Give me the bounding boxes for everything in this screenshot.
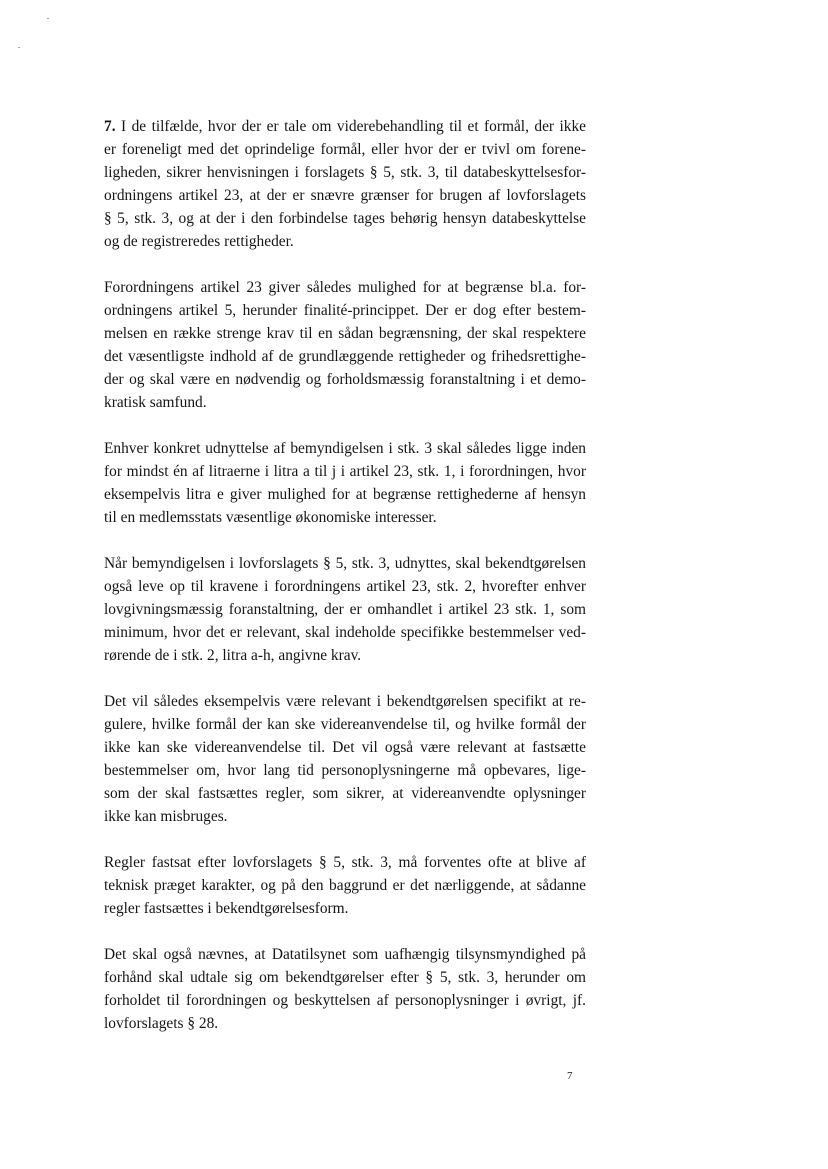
- text-line-content: kratisk samfund.: [104, 394, 207, 411]
- text-line: [104, 437, 586, 460]
- text-line-content: og de registreredes rettigheder.: [104, 233, 294, 250]
- text-line-content: melsen en række strenge krav til en sådan begrænsning, der skal respektere: [104, 325, 586, 342]
- text-line: [104, 506, 586, 529]
- text-line-content: som der skal fastsættes regler, som sikrer, at videreanvendte oplysninger: [104, 785, 586, 802]
- text-line-content: regler fastsættes i bekendtgørelsesform.: [104, 900, 349, 917]
- paragraph: [104, 851, 586, 920]
- text-line: [104, 276, 586, 299]
- text-line-content: ordningens artikel 23, at der er snævre grænser for brugen af lovforslagets: [104, 187, 586, 204]
- text-line-content: det væsentligste indhold af de grundlæggende rettigheder og frihedsrettighe-: [104, 348, 586, 365]
- text-line-content: teknisk præget karakter, og på den baggrund er det nærliggende, at sådanne: [104, 877, 586, 894]
- text-line-content: lovgivningsmæssig foranstaltning, der er omhandlet i artikel 23 stk. 1, som: [104, 601, 586, 618]
- text-line: [104, 115, 586, 138]
- text-line-content: Regler fastsat efter lovforslagets § 5, stk. 3, må forventes ofte at blive af: [104, 854, 586, 871]
- paragraph: [104, 276, 586, 414]
- text-line: [104, 713, 586, 736]
- text-line-content: ligheden, sikrer henvisningen i forslagets § 5, stk. 3, til databeskyttelsesfor-: [104, 164, 586, 181]
- paragraph: [104, 690, 586, 828]
- text-line-content: Det skal også nævnes, at Datatilsynet som uafhængig tilsynsmyndighed på: [104, 946, 586, 963]
- text-line-content: Når bemyndigelsen i lovforslagets § 5, stk. 3, udnyttes, skal bekendtgørelsen: [104, 555, 586, 572]
- text-line: [104, 552, 586, 575]
- text-line: [104, 1012, 586, 1035]
- text-line: [104, 897, 586, 920]
- document-body: [104, 115, 586, 1058]
- paragraph: [104, 115, 586, 253]
- text-line: [104, 322, 586, 345]
- text-line-content: minimum, hvor det er relevant, skal indeholde specifikke bestemmelser ved-: [104, 624, 586, 641]
- text-line: [104, 184, 586, 207]
- paragraph: [104, 552, 586, 667]
- scan-speck: [18, 47, 20, 48]
- text-line-content: ordningens artikel 5, herunder finalité-princippet. Der er dog efter bestem-: [104, 302, 586, 319]
- text-line-content: rørende de i stk. 2, litra a-h, angivne krav.: [104, 647, 362, 664]
- text-line: [104, 483, 586, 506]
- text-line: [104, 851, 586, 874]
- text-line-content: ikke kan misbruges.: [104, 808, 228, 825]
- text-line: [104, 138, 586, 161]
- text-line-content: for mindst én af litraerne i litra a til j i artikel 23, stk. 1, i forordningen, hvor: [104, 463, 586, 480]
- section-number: 7.: [104, 118, 116, 135]
- text-line-content: I de tilfælde, hvor der er tale om viderebehandling til et formål, der ikke: [115, 118, 586, 135]
- text-line: [104, 598, 586, 621]
- text-line: [104, 874, 586, 897]
- text-line: [104, 644, 586, 667]
- text-line: [104, 805, 586, 828]
- text-line: [104, 989, 586, 1012]
- text-line-content: § 5, stk. 3, og at der i den forbindelse tages behørig hensyn databeskyttelse: [104, 210, 586, 227]
- text-line-content: eksempelvis litra e giver mulighed for at begrænse rettighederne af hensyn: [104, 486, 586, 503]
- page-number: 7: [567, 1070, 573, 1082]
- text-line-content: også leve op til kravene i forordningens artikel 23, stk. 2, hvorefter enhver: [104, 578, 586, 595]
- scan-speck: [47, 18, 49, 19]
- text-line: [104, 345, 586, 368]
- text-line-content: Enhver konkret udnyttelse af bemyndigelsen i stk. 3 skal således ligge inden: [104, 440, 586, 457]
- text-line: [104, 782, 586, 805]
- text-line: [104, 207, 586, 230]
- paragraph: [104, 437, 586, 529]
- text-line: [104, 460, 586, 483]
- text-line: [104, 759, 586, 782]
- text-line-content: er foreneligt med det oprindelige formål, eller hvor der er tvivl om forene-: [104, 141, 586, 158]
- text-line: [104, 621, 586, 644]
- text-line: [104, 966, 586, 989]
- text-line-content: bestemmelser om, hvor lang tid personoplysningerne må opbevares, lige-: [104, 762, 586, 779]
- text-line: [104, 736, 586, 759]
- text-line: [104, 943, 586, 966]
- text-line-content: der og skal være en nødvendig og forholdsmæssig foranstaltning i et demo-: [104, 371, 586, 388]
- text-line: [104, 391, 586, 414]
- text-line: [104, 161, 586, 184]
- text-line-content: lovforslagets § 28.: [104, 1015, 219, 1032]
- text-line-content: ikke kan ske videreanvendelse til. Det vil også være relevant at fastsætte: [104, 739, 586, 756]
- text-line: [104, 230, 586, 253]
- paragraph: [104, 943, 586, 1035]
- text-line-content: forholdet til forordningen og beskyttelsen af personoplysninger i øvrigt, jf.: [104, 992, 586, 1009]
- text-line-content: forhånd skal udtale sig om bekendtgørelser efter § 5, stk. 3, herunder om: [104, 969, 586, 986]
- text-line-content: gulere, hvilke formål der kan ske videreanvendelse til, og hvilke formål der: [104, 716, 586, 733]
- text-line: [104, 690, 586, 713]
- text-line-content: Forordningens artikel 23 giver således mulighed for at begrænse bl.a. for-: [104, 279, 586, 296]
- text-line-content: Det vil således eksempelvis være relevant i bekendtgørelsen specifikt at re-: [104, 693, 586, 710]
- text-line: [104, 368, 586, 391]
- text-line: [104, 575, 586, 598]
- text-line: [104, 299, 586, 322]
- text-line-content: til en medlemsstats væsentlige økonomiske interesser.: [104, 509, 437, 526]
